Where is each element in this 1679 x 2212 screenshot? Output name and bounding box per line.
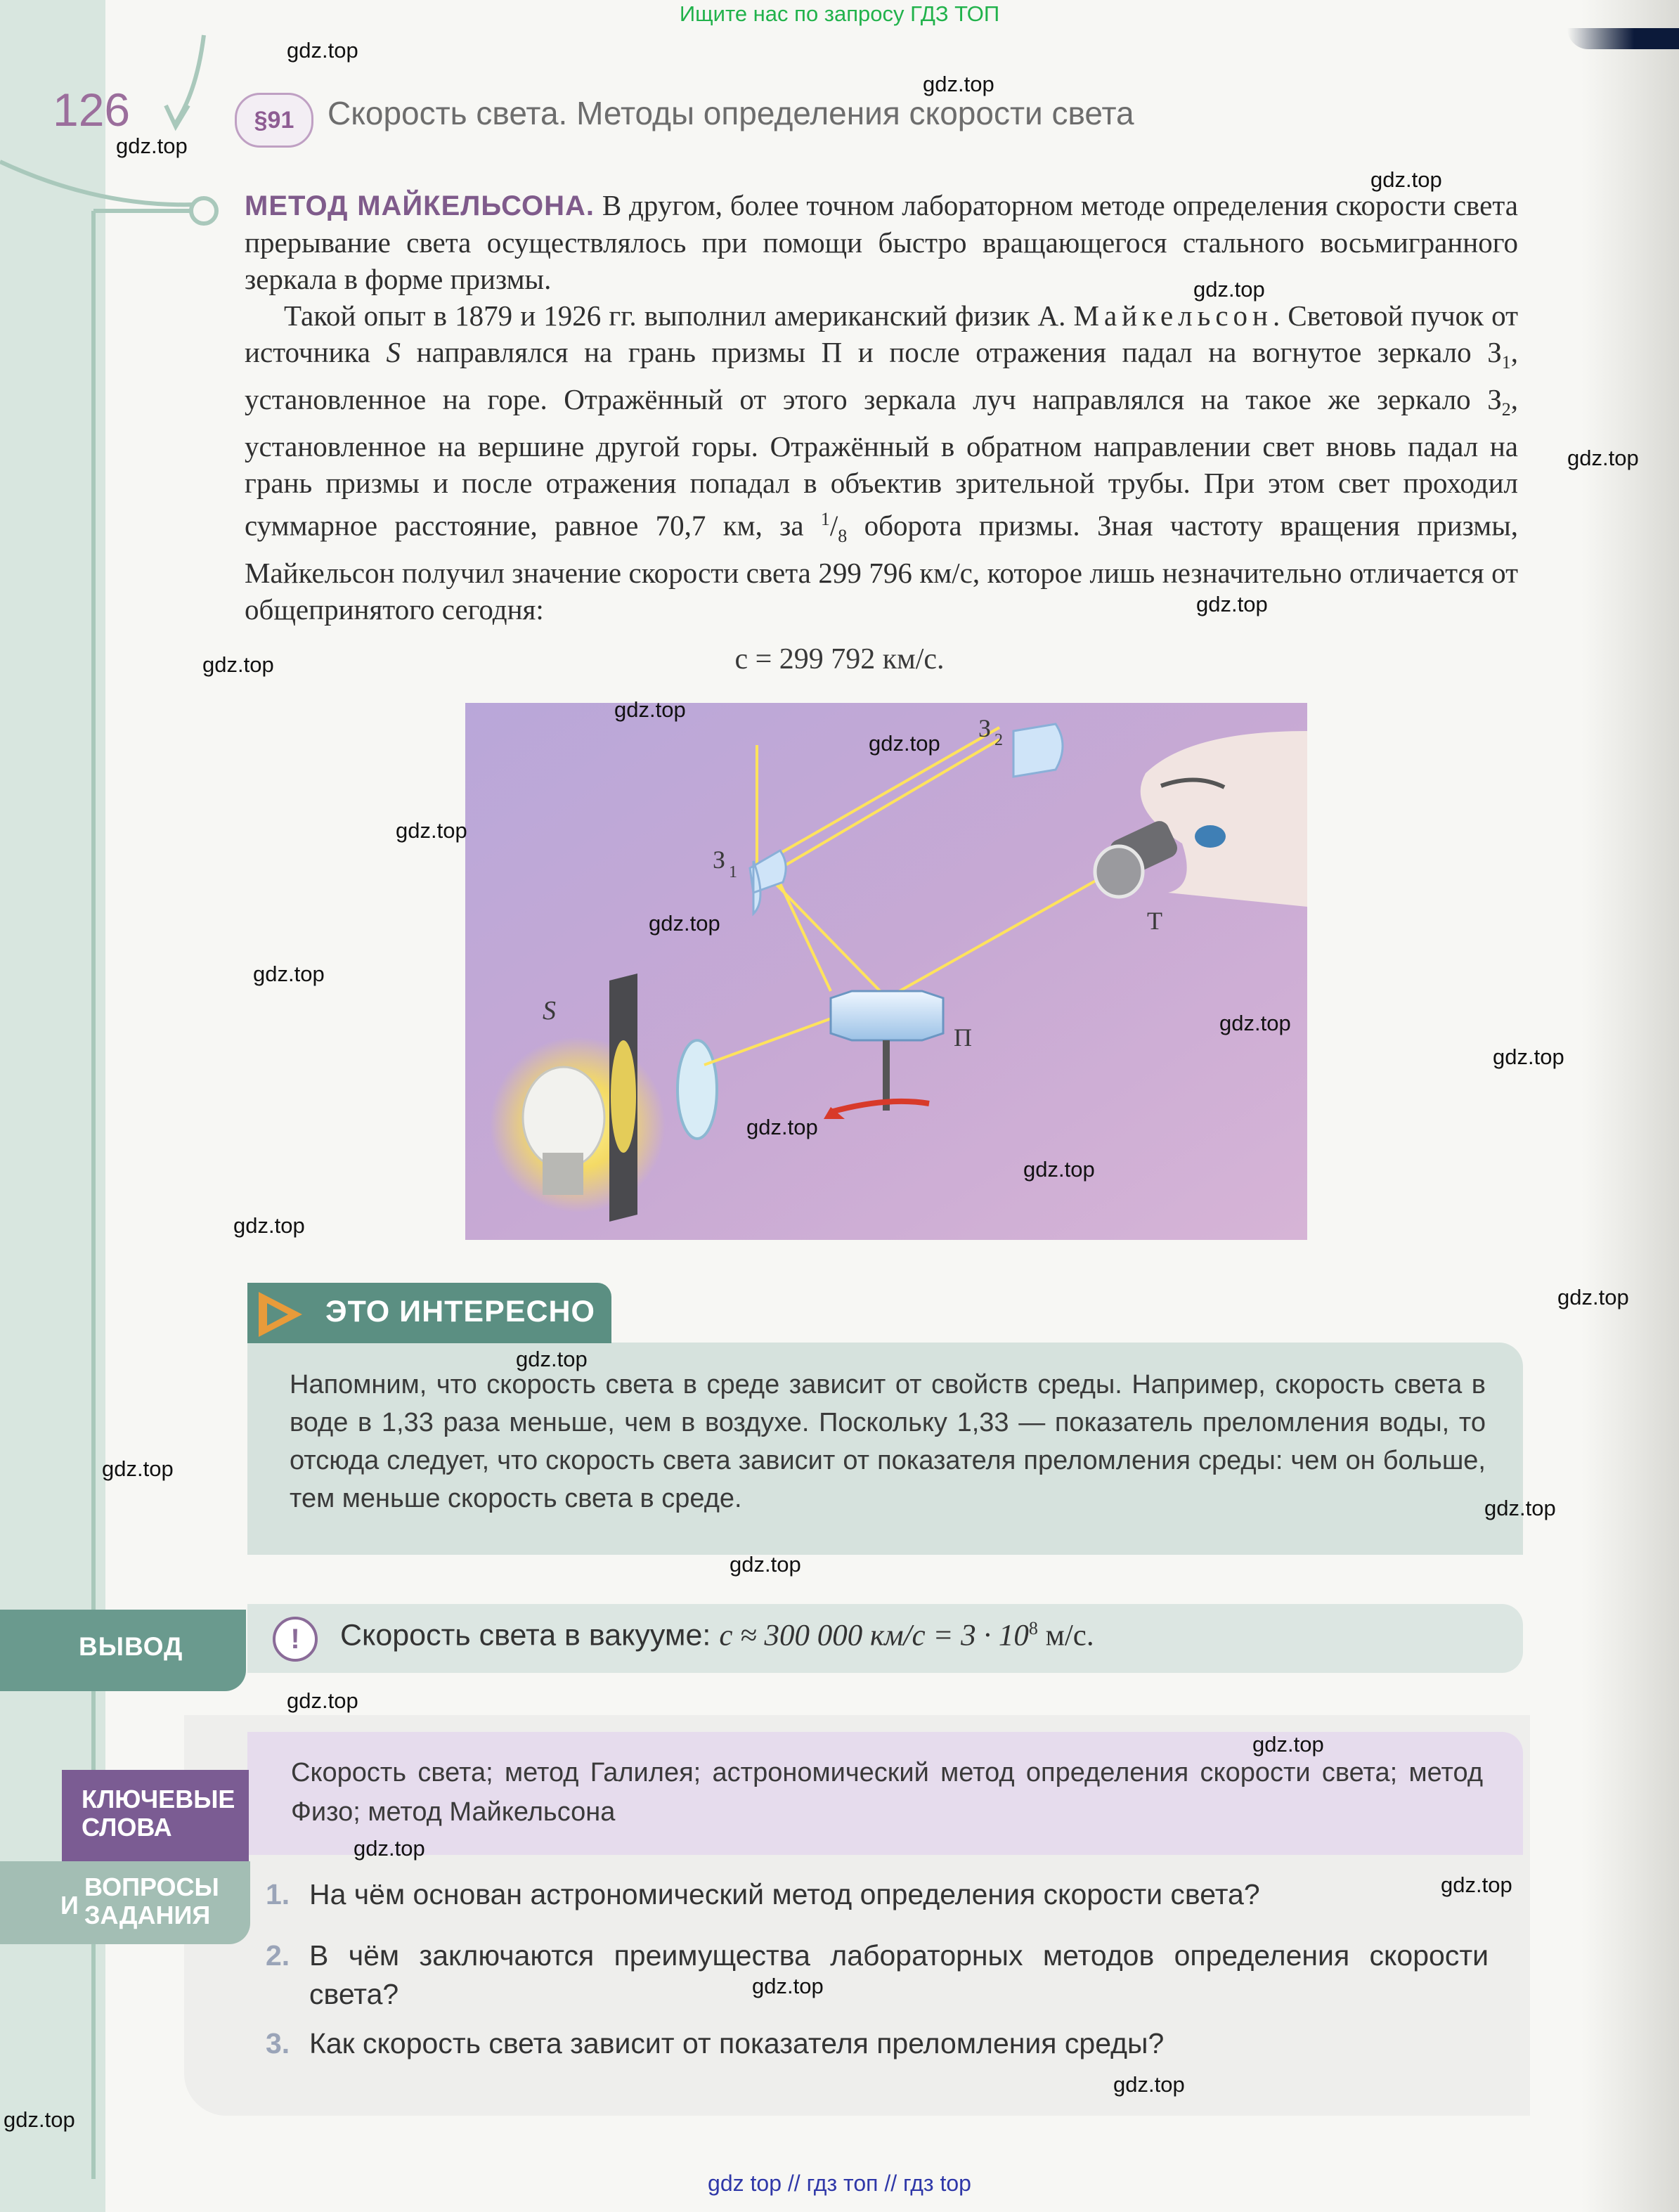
watermark: gdz.top [287, 1688, 358, 1713]
p2-part-b: . Световой пучок от источника [245, 299, 1518, 368]
fraction-separator: / [829, 510, 838, 543]
watermark: gdz.top [869, 731, 940, 756]
keywords-text: Скорость света; метод Галилея; астрономический метод определения скорости света; метод Физо; метод Майкельсона [291, 1758, 1483, 1827]
watermark: gdz.top [923, 72, 994, 96]
conclusion-text-lead: Скорость света в вакууме: [340, 1618, 720, 1652]
formula: c = 299 792 км/с. [734, 643, 945, 675]
interesting-text: Напомним, что скорость света в среде зависит от свойств среды. Например, скорость света в воде в 1,33 раза меньше, чем в воздухе. Поскольку 1,33 — показатель преломления воды, то отсюда следует, что скорость света зависит от показателя преломления среды: чем он больше, тем меньше скорость света в среде. [290, 1370, 1486, 1513]
watermark: gdz.top [614, 697, 686, 722]
page-number: 126 [53, 84, 131, 136]
symbol-S: S [386, 336, 401, 368]
exclamation-icon: ! [273, 1617, 318, 1662]
watermark: gdz.top [1023, 1157, 1095, 1182]
p2-part-c: направлялся на грань призмы П и после отражения падал на вогнутое зеркало З [401, 336, 1502, 368]
interesting-title: ЭТО ИНТЕРЕСНО [325, 1295, 596, 1328]
lens [678, 1040, 717, 1139]
watermark: gdz.top [354, 1836, 425, 1861]
question-item [266, 2024, 1489, 2063]
watermark: gdz.top [287, 38, 358, 63]
scan-corner-shadow [1567, 28, 1679, 49]
section-title: Скорость света. Методы определения скорости света [328, 95, 1134, 131]
keywords-label [82, 1785, 243, 1842]
top-banner[interactable]: Ищите нас по запросу ГДЗ ТОП [679, 1, 1000, 26]
watermark: gdz.top [1113, 2072, 1185, 2097]
questions-label-line1: ВОПРОСЫ [84, 1873, 219, 1901]
watermark: gdz.top [202, 652, 274, 677]
question-text: В чём заключаются преимущества лабораторных методов определения скорости света? [309, 1939, 1489, 2010]
watermark: gdz.top [730, 1552, 801, 1577]
michelson-setup-figure [465, 703, 1307, 1240]
label-Z2: З [978, 714, 992, 742]
label-Z1-sub: 1 [729, 863, 737, 881]
conclusion-label: ВЫВОД [79, 1632, 183, 1661]
watermark: gdz.top [752, 1974, 824, 1998]
mirror-Z2 [1013, 724, 1063, 777]
watermark: gdz.top [396, 818, 467, 843]
watermark: gdz.top [1493, 1044, 1564, 1069]
watermark: gdz.top [1252, 1732, 1324, 1757]
question-text: Как скорость света зависит от показателя преломления среды? [309, 2027, 1165, 2059]
watermark: gdz.top [516, 1347, 588, 1371]
questions-label-and: И [60, 1891, 79, 1920]
watermark: gdz.top [746, 1115, 818, 1139]
watermark: gdz.top [102, 1456, 174, 1481]
conclusion-formula: c ≈ 300 000 км/с = 3 · 10 [719, 1619, 1029, 1652]
conclusion-unit: м/с. [1037, 1619, 1094, 1652]
fraction-numerator: 1 [820, 509, 830, 530]
keywords-label-line1: КЛЮЧЕВЫЕ [82, 1785, 235, 1813]
watermark: gdz.top [1557, 1285, 1629, 1309]
method-heading: МЕТОД МАЙКЕЛЬСОНА. [245, 190, 595, 221]
label-T: Т [1147, 907, 1162, 935]
p2-part-d: , установленное на горе. Отражённый от этого зеркала луч направлялся на такое же зеркало З [245, 336, 1518, 416]
p2-part-a: Такой опыт в 1879 и 1926 гг. выполнил американский физик А. [284, 299, 1074, 332]
keywords-label-line2: СЛОВА [82, 1813, 172, 1842]
watermark: gdz.top [1567, 446, 1639, 470]
questions-label [84, 1873, 246, 1929]
fraction-denominator: 8 [838, 526, 848, 547]
sub-1: 1 [1501, 352, 1511, 373]
watermark: gdz.top [1484, 1496, 1556, 1520]
paragraph-1-text: В другом, более точном лабораторном методе определения скорости света прерывание света осуществлялось при помощи быстро вращающегося стального восьмигранного зеркала в форме призмы. [245, 189, 1518, 295]
interesting-logo-icon [252, 1286, 311, 1341]
watermark: gdz.top [1370, 167, 1442, 192]
question-number: 2. [266, 1939, 290, 1972]
watermark: gdz.top [1219, 1011, 1291, 1035]
prism-P [831, 991, 943, 1040]
watermark: gdz.top [253, 962, 325, 986]
label-S: S [543, 996, 556, 1026]
watermark: gdz.top [116, 134, 188, 158]
michelson-name: Майкельсон [1073, 299, 1273, 332]
lamp-base [543, 1153, 583, 1195]
question-number: 1. [266, 1878, 290, 1910]
watermark: gdz.top [1441, 1873, 1512, 1897]
p2-part-f: оборота призмы. Зная частоту вращения призмы, Майкельсон получил значение скорости света 299 796 км/с, которое лишь незначительно отличается от общепринятого сегодня: [245, 510, 1518, 626]
label-Z1: З [713, 846, 726, 874]
footer-banner[interactable]: gdz top // гдз топ // гдз top [708, 2171, 971, 2196]
paragraph-2 [245, 297, 1518, 628]
page-edge-shadow [1581, 0, 1679, 2212]
paragraph-method [245, 187, 1518, 297]
sub-2: 2 [1501, 399, 1511, 420]
conclusion-exponent: 8 [1028, 1618, 1038, 1638]
watermark: gdz.top [649, 911, 720, 936]
watermark: gdz.top [1193, 277, 1265, 302]
p2-part-e: , установленное на вершине другой горы. Отражённый в обратном направлении свет вновь падал на грань призмы и после отражения попадал в объектив зрительной трубы. При этом свет проходил суммарное расстояние, равное 70,7 км, за [245, 383, 1518, 543]
question-item [266, 1936, 1489, 2014]
question-number: 3. [266, 2027, 290, 2059]
body-text [245, 187, 1518, 628]
questions-label-line2: ЗАДАНИЯ [84, 1901, 211, 1929]
question-text: На чём основан астрономический метод определения скорости света? [309, 1878, 1260, 1910]
conclusion-text [340, 1618, 1094, 1652]
label-P: П [954, 1023, 972, 1052]
watermark: gdz.top [4, 2107, 75, 2132]
section-badge: §91 [235, 93, 313, 148]
watermark: gdz.top [1196, 592, 1268, 616]
question-item [266, 1875, 1489, 1914]
watermark: gdz.top [233, 1213, 305, 1238]
label-Z2-sub: 2 [994, 731, 1003, 749]
